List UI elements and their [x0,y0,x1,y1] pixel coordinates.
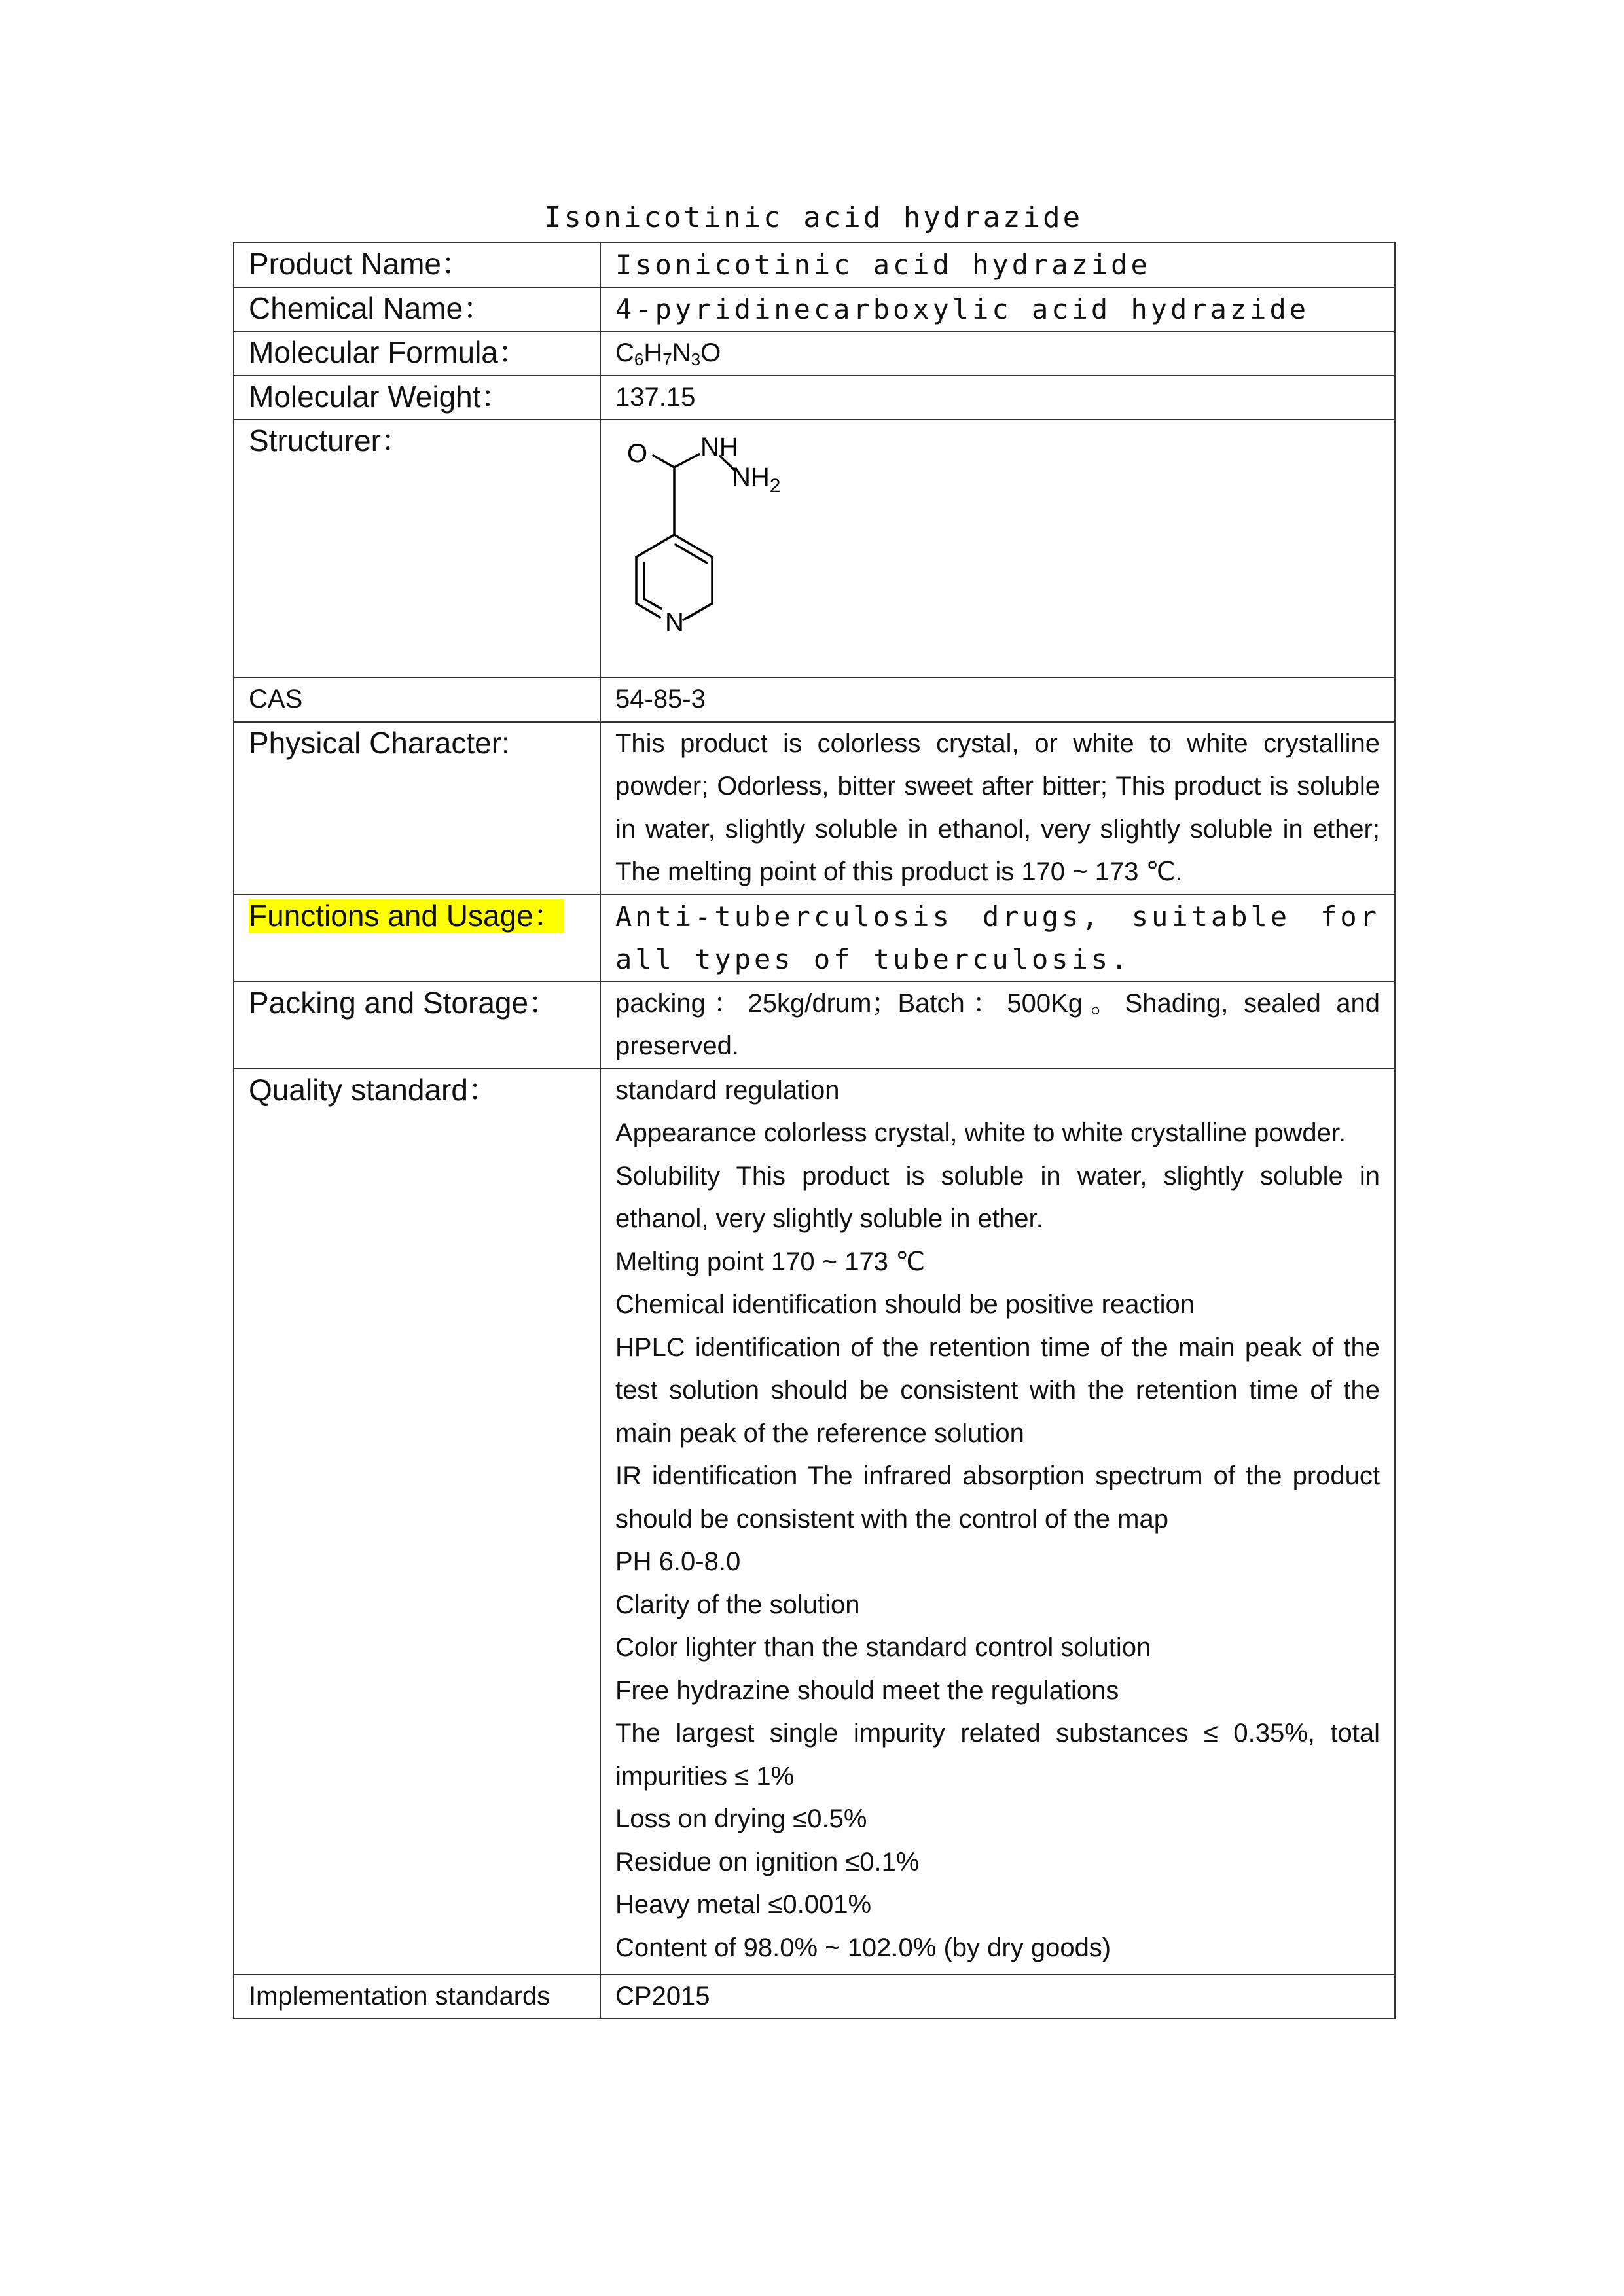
row-cas [234,677,1395,722]
product-name-value: Isonicotinic acid hydrazide [600,243,1395,287]
bond-c-nh [674,454,699,467]
quality-line: Heavy metal ≤0.001% [615,1890,872,1919]
molecular-formula-value [600,331,1395,376]
cas-value: 54-85-3 [600,677,1395,722]
row-molecular-weight [234,376,1395,420]
structure-diagram [615,420,838,675]
quality-line: standard regulation [615,1075,840,1105]
specification-table [233,242,1396,2019]
row-structurer [234,420,1395,677]
chemical-name-value: 4-pyridinecarboxylic acid hydrazide [600,287,1395,332]
molecular-formula-label: Molecular Formula： [234,331,600,376]
functions-usage-label-text: Functions and Usage： [249,898,564,933]
quality-line: Color lighter than the standard control solution [615,1633,1151,1662]
ring-bond-4-inner [644,599,661,609]
quality-standard-list [600,1069,1395,1975]
molecular-weight-value: 137.15 [600,376,1395,420]
formula-o: O [700,338,721,367]
ring-bond-1-inner [676,545,707,563]
row-physical-character [234,722,1395,895]
ring-bond-6 [636,535,674,557]
cas-label: CAS [234,677,600,722]
row-implementation-standards [234,1975,1395,2019]
physical-character-label: Physical Character: [234,722,600,895]
packing-storage-label: Packing and Storage： [234,982,600,1069]
functions-usage-value: Anti-tuberculosis drugs, suitable for all types of tuberculosis. [600,895,1395,982]
row-product-name [234,243,1395,287]
atom-o: O [627,439,648,468]
row-quality-standard [234,1069,1395,1975]
quality-line: The largest single impurity related substances ≤ 0.35%, total impurities ≤ 1% [615,1719,1380,1791]
formula-c: C [615,338,634,367]
quality-line: Content of 98.0% ~ 102.0% (by dry goods) [615,1933,1111,1962]
quality-line: Loss on drying ≤0.5% [615,1804,867,1833]
row-chemical-name [234,287,1395,332]
formula-h-count: 7 [662,350,672,369]
quality-line: Residue on ignition ≤0.1% [615,1847,920,1876]
formula-n-count: 3 [691,350,701,369]
quality-line: Chemical identification should be positive reaction [615,1290,1195,1319]
row-molecular-formula [234,331,1395,376]
row-functions-usage [234,895,1395,982]
row-packing-storage [234,982,1395,1069]
quality-standard-label: Quality standard： [234,1069,600,1975]
formula-c-count: 6 [634,350,644,369]
quality-line: IR identification The infrared absorption spectrum of the product should be consistent with the control of the map [615,1462,1380,1534]
implementation-standards-value: CP2015 [600,1975,1395,2019]
functions-usage-label [234,895,600,982]
quality-line: Appearance colorless crystal, white to white crystalline powder. [615,1119,1346,1147]
document-title: Isonicotinic acid hydrazide [543,201,1083,234]
structurer-label: Structurer： [234,420,600,677]
formula-n: N [672,338,691,367]
structure-cell [600,420,1395,677]
atom-n: N [665,608,684,637]
product-name-label: Product Name： [234,243,600,287]
chemical-name-label: Chemical Name： [234,287,600,332]
atom-nh: NH [700,433,738,461]
formula-h: H [643,338,663,367]
packing-storage-value: packing：25kg/drum；Batch：500Kg。Shading, sealed and preserved. [600,982,1395,1069]
implementation-standards-label: Implementation standards [234,1975,600,2019]
ring-bond-7 [683,603,712,620]
atom-nh2: $NH_2$ [732,463,781,497]
quality-line: Solubility This product is soluble in water, slightly soluble in ethanol, very slightly soluble in ether. [615,1161,1380,1233]
molecular-weight-label: Molecular Weight： [234,376,600,420]
quality-line: Free hydrazine should meet the regulations [615,1676,1119,1705]
quality-line: Clarity of the solution [615,1590,860,1619]
quality-line: HPLC identification of the retention time of the main peak of the test solution should be consistent with the retention time of the main peak of the reference solution [615,1333,1380,1448]
physical-character-value: This product is colorless crystal, or white to white crystalline powder; Odorless, bitter sweet after bitter; This product is soluble in water, slightly soluble in ethanol, very slightly soluble in ether; The melting point of this product is 170 ~ 173 ℃. [600,722,1395,895]
quality-line: PH 6.0-8.0 [615,1547,741,1576]
bond-c-o [653,456,674,467]
quality-line: Melting point 170 ~ 173 ℃ [615,1247,926,1276]
